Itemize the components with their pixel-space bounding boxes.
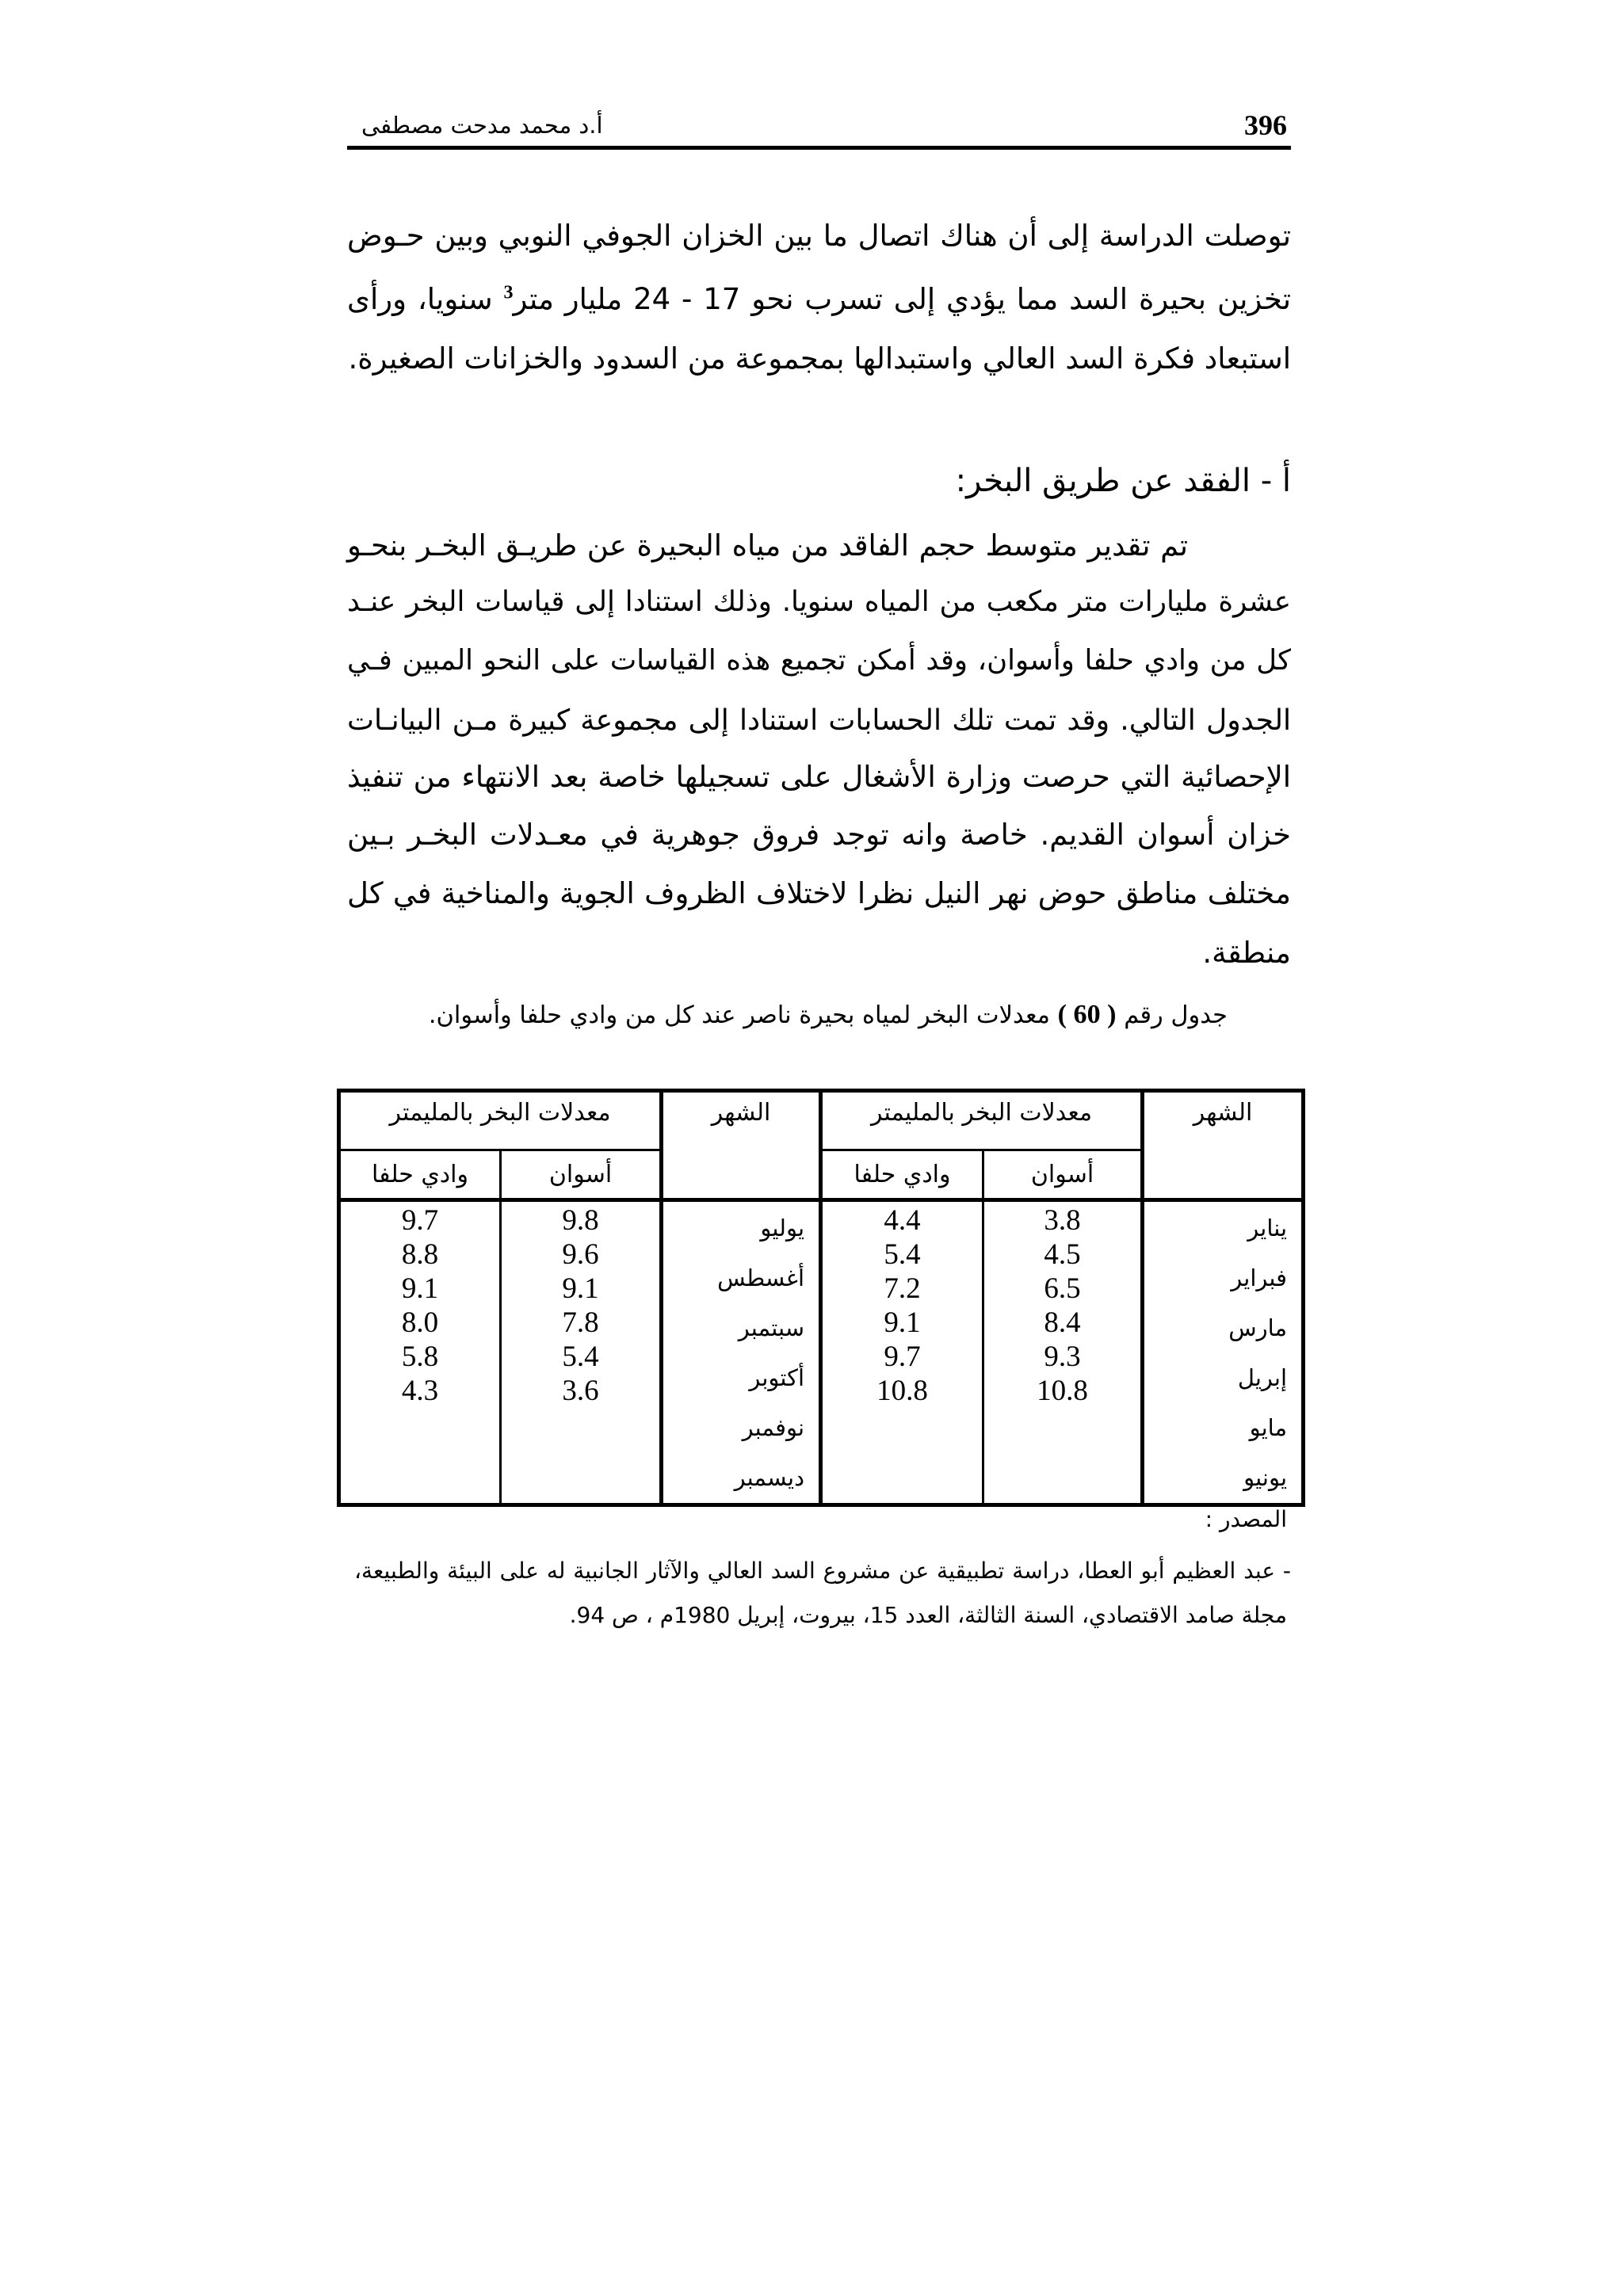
caption-text: جدول رقم — [1116, 1001, 1228, 1029]
running-header-author: أ.د محمد مدحت مصطفى — [361, 112, 603, 139]
wadi-halfa-value: 8.0 — [401, 1306, 439, 1339]
paragraph-line: كل من وادي حلفا وأسوان، وقد أمكن تجميع هذه القياسات على النحو المبين فـي — [347, 644, 1291, 677]
wadi-halfa-value: 10.8 — [876, 1375, 928, 1407]
table-header-row — [339, 1091, 1304, 1150]
paragraph-line: خزان أسوان القديم. خاصة وانه توجد فروق جوهرية في معـدلات البخـر بـين — [347, 818, 1291, 852]
aswan-value: 5.4 — [562, 1341, 599, 1373]
evaporation-table — [337, 1089, 1305, 1507]
month-header: الشهر — [662, 1091, 821, 1200]
month-name: ديسمبر — [734, 1464, 805, 1491]
aswan-value: 10.8 — [1037, 1375, 1088, 1407]
month-name: مايو — [1249, 1414, 1288, 1441]
month-name: فبراير — [1231, 1264, 1288, 1291]
aswan-value: 8.4 — [1044, 1306, 1081, 1339]
page-number: 396 — [1244, 109, 1287, 141]
aswan-value: 9.8 — [562, 1204, 599, 1237]
month-name: إبريل — [1237, 1364, 1288, 1391]
aswan-value: 3.6 — [562, 1375, 599, 1407]
month-name: أغسطس — [717, 1264, 805, 1291]
month-name: نوفمبر — [742, 1414, 805, 1441]
paragraph-line: استبعاد فكرة السد العالي واستبدالها بمجموعة من السدود والخزانات الصغيرة. — [348, 341, 1291, 376]
aswan-value: 9.6 — [562, 1238, 599, 1271]
wadi-halfa-value: 9.1 — [884, 1306, 921, 1339]
wadi-halfa-value: 8.8 — [401, 1238, 439, 1271]
paragraph-line: الجدول التالي. وقد تمت تلك الحسابات استنادا إلى مجموعة كبيرة مـن البيانـات — [347, 703, 1291, 737]
paragraph-line: منطقة. — [1202, 936, 1291, 970]
wadi-halfa-value: 9.7 — [401, 1204, 439, 1237]
aswan-value: 9.1 — [562, 1272, 599, 1305]
aswan-header: أسوان — [501, 1150, 662, 1200]
aswan-value: 3.8 — [1044, 1204, 1081, 1237]
source-label: المصدر : — [1205, 1506, 1287, 1532]
wadi-halfa-values — [821, 1200, 983, 1505]
section-heading: أ - الفقد عن طريق البخر: — [955, 463, 1291, 499]
paragraph-line-text: سنويا، ورأى — [347, 282, 504, 316]
month-name: أكتوبر — [749, 1364, 805, 1391]
aswan-value: 7.8 — [562, 1306, 599, 1339]
table-number: ( 60 ) — [1057, 1000, 1117, 1029]
aswan-header: أسوان — [983, 1150, 1143, 1200]
paragraph-line: الإحصائية التي حرصت وزارة الأشغال على تسجيلها خاصة بعد الانتهاء من تنفيذ — [347, 760, 1291, 794]
evaporation-rates-header: معدلات البخر بالمليمتر — [339, 1091, 662, 1150]
evaporation-rates-header: معدلات البخر بالمليمتر — [821, 1091, 1143, 1150]
aswan-value: 6.5 — [1044, 1272, 1081, 1305]
wadi-halfa-header: وادي حلفا — [339, 1150, 501, 1200]
wadi-halfa-value: 5.4 — [884, 1238, 921, 1271]
source-line: - عبد العظيم أبو العطا، دراسة تطبيقية عن مشروع السد العالي والآثار الجانبية له على البيئة والطبيعة، — [354, 1558, 1291, 1584]
wadi-halfa-value: 9.1 — [401, 1272, 439, 1305]
aswan-value: 4.5 — [1044, 1238, 1081, 1271]
paragraph-line: تم تقدير متوسط حجم الفاقد من مياه البحيرة عن طريـق البخـر بنحـو — [347, 528, 1188, 563]
table-row — [339, 1200, 1304, 1505]
aswan-values — [983, 1200, 1143, 1505]
paragraph-line-text: تخزين بحيرة السد مما يؤدي إلى تسرب نحو 17 - 24 مليار متر — [513, 282, 1292, 316]
paragraph-line: توصلت الدراسة إلى أن هناك اتصال ما بين الخزان الجوفي النوبي وبين حـوض — [347, 219, 1291, 253]
header-rule — [347, 146, 1291, 150]
month-name: سبتمبر — [738, 1314, 805, 1341]
paragraph-line: مختلف مناطق حوض نهر النيل نظرا لاختلاف الظروف الجوية والمناخية في كل — [347, 876, 1291, 910]
month-name: يونيو — [1243, 1464, 1288, 1491]
month-name: يناير — [1247, 1215, 1288, 1241]
month-list — [662, 1200, 821, 1505]
wadi-halfa-values — [339, 1200, 501, 1505]
month-name: مارس — [1228, 1314, 1288, 1341]
wadi-halfa-value: 9.7 — [884, 1341, 921, 1373]
wadi-halfa-value: 4.3 — [401, 1375, 439, 1407]
caption-text: معدلات البخر لمياه بحيرة ناصر عند كل من وادي حلفا وأسوان. — [428, 1001, 1058, 1029]
wadi-halfa-header: وادي حلفا — [821, 1150, 983, 1200]
table-caption — [416, 995, 1228, 1035]
month-name: يوليو — [760, 1215, 805, 1241]
wadi-halfa-value: 4.4 — [884, 1204, 921, 1237]
aswan-values — [501, 1200, 662, 1505]
month-header: الشهر — [1143, 1091, 1304, 1200]
month-list — [1143, 1200, 1304, 1505]
superscript-exponent: 3 — [503, 282, 514, 303]
aswan-value: 9.3 — [1044, 1341, 1081, 1373]
wadi-halfa-value: 5.8 — [401, 1341, 439, 1373]
paragraph-line — [347, 276, 1291, 323]
source-line: مجلة صامد الاقتصادي، السنة الثالثة، العدد 15، بيروت، إبريل 1980م ، ص 94. — [569, 1602, 1287, 1628]
paragraph-line: عشرة مليارات متر مكعب من المياه سنويا. وذلك استنادا إلى قياسات البخر عنـد — [347, 585, 1291, 618]
wadi-halfa-value: 7.2 — [884, 1272, 921, 1305]
